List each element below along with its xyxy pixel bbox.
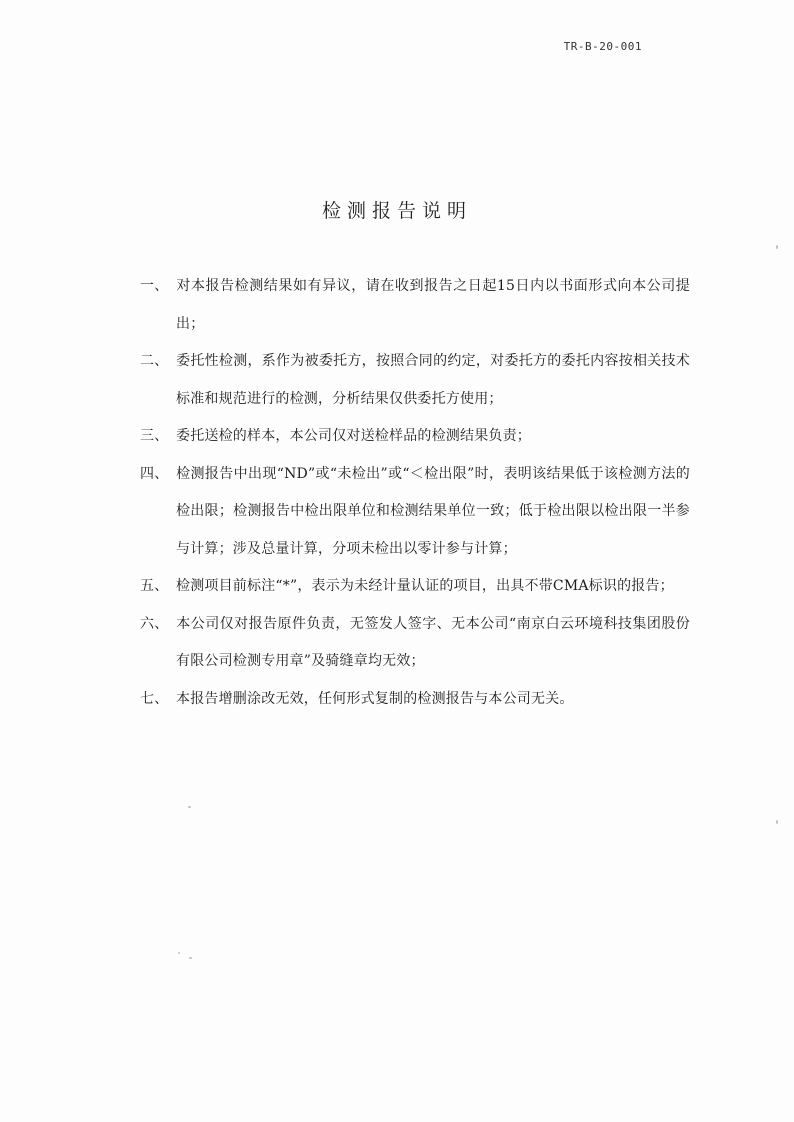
notice-item-text: 本公司仅对报告原件负责，无签发人签字、无本公司“南京白云环境科技集团股份有限公司检测专用章”及骑缝章均无效；	[176, 615, 690, 669]
notice-item-6	[140, 606, 690, 681]
notice-item-number: 七、	[140, 690, 169, 707]
notice-item-text: 检测报告中出现“ND”或“未检出”或“＜检出限”时，表明该结果低于该检测方法的检出限；检测报告中检出限单位和检测结果单位一致；低于检出限以检出限一半参与计算；涉及总量计算，分项未检出以零计参与计算；	[176, 465, 690, 557]
notice-item-number: 二、	[140, 353, 169, 369]
scan-speck	[188, 806, 191, 808]
notice-item-text: 本报告增删涂改无效，任何形式复制的检测报告与本公司无关。	[176, 690, 574, 707]
scan-speck	[178, 952, 180, 954]
notice-item-number: 四、	[140, 465, 169, 482]
notice-list	[140, 268, 690, 718]
scan-speck	[189, 957, 192, 959]
scan-speck	[776, 820, 778, 824]
notice-item-1	[140, 268, 690, 343]
notice-item-text: 委托送检的样本，本公司仅对送检样品的检测结果负责；	[176, 428, 531, 444]
notice-item-number: 三、	[140, 428, 169, 444]
document-code: TR-B-20-001	[563, 40, 642, 53]
notice-item-7	[140, 681, 690, 719]
notice-item-5	[140, 568, 690, 606]
page-title: 检测报告说明	[321, 200, 472, 222]
notice-item-number: 五、	[140, 578, 169, 594]
notice-item-number: 一、	[140, 278, 169, 294]
notice-item-number: 六、	[140, 615, 169, 632]
scan-speck	[776, 245, 778, 249]
notice-item-text: 委托性检测，系作为被委托方，按照合同的约定，对委托方的委托内容按相关技术标准和规范进行的检测，分析结果仅供委托方使用；	[176, 353, 690, 407]
notice-item-3	[140, 418, 690, 456]
notice-item-2	[140, 343, 690, 418]
notice-item-4	[140, 456, 690, 569]
notice-item-text: 检测项目前标注“*”，表示为未经计量认证的项目，出具不带CMA标识的报告；	[176, 578, 674, 594]
notice-item-text: 对本报告检测结果如有异议，请在收到报告之日起15日内以书面形式向本公司提出；	[176, 278, 690, 332]
